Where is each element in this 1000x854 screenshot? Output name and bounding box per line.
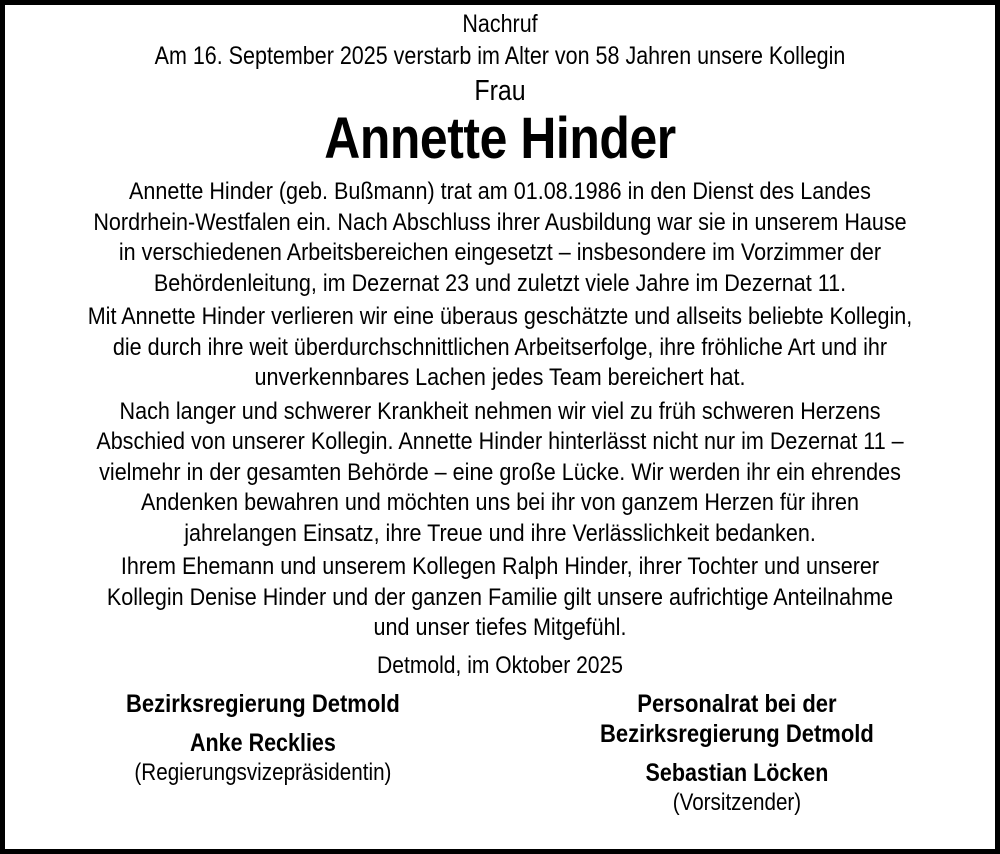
obituary-paragraph [27, 552, 973, 644]
obituary-paragraph-text: Nach langer und schwerer Krankheit nehmen wir viel zu früh schweren Herzens Abschied von unserer Kollegin. Annette Hinder hinterlässt nicht nur im Dezernat 11 – vielmehr in der gesamten Behörde – eine große Lücke. Wir werden ihr ein ehrendes Andenken bewahren und möchten uns bei ihr von ganzem Herzen für ihren jahrelangen Einsatz, ihre Treue und ihre Verlässlichkeit bedanken. [96, 397, 904, 547]
obituary-body [27, 177, 973, 644]
salutation [27, 73, 973, 109]
signature-column-authority [61, 689, 465, 788]
signature-organization-text: Personalrat bei der Bezirksregierung Detmold [600, 689, 874, 748]
signature-block [27, 689, 973, 818]
obituary-paragraph [27, 397, 973, 550]
deceased-name-text: Annette Hinder [324, 106, 676, 171]
signature-organization-text: Bezirksregierung Detmold [126, 689, 400, 718]
signature-role [535, 788, 939, 818]
obituary-paragraph-text: Annette Hinder (geb. Bußmann) trat am 01.08.1986 in den Dienst des Landes Nordrhein-Westfalen ein. Nach Abschluss ihrer Ausbildung war sie in unserem Hause in verschiedenen Arbeitsbereichen eingesetzt – insbesondere im Vorzimmer der Behördenleitung, im Dezernat 23 und zuletzt viele Jahre im Dezernat 11. [93, 178, 907, 297]
notice-kicker [27, 9, 973, 39]
signature-person-text: Anke Recklies [190, 728, 336, 757]
signature-person [61, 728, 465, 758]
signature-role-text: (Regierungsvizepräsidentin) [134, 758, 392, 786]
signature-role-text: (Vorsitzender) [672, 788, 802, 816]
signature-person-text: Sebastian Löcken [645, 758, 829, 787]
obituary-paragraph [27, 302, 973, 394]
signature-column-works-council [535, 689, 939, 818]
signature-organization [535, 689, 939, 749]
deceased-name [27, 107, 973, 171]
obituary-paragraph-text: Mit Annette Hinder verlieren wir eine überaus geschätzte und allseits beliebte Kollegin, die durch ihre weit überdurchschnittlichen Arbeitserfolge, ihre fröhliche Art und ihr unverkennbares Lachen jedes Team bereichert hat. [87, 303, 913, 391]
notice-kicker-text: Nachruf [462, 10, 538, 38]
signature-organization [61, 689, 465, 719]
obituary-paragraph-text: Ihrem Ehemann und unserem Kollegen Ralph Hinder, ihrer Tochter und unserer Kollegin Denise Hinder und der ganzen Familie gilt unsere aufrichtige Anteilnahme und unser tiefes Mitgefühl. [106, 553, 894, 641]
place-and-date-text: Detmold, im Oktober 2025 [377, 651, 623, 679]
place-and-date [27, 649, 973, 682]
death-announcement-line [27, 39, 973, 73]
signature-role [61, 758, 465, 788]
obituary-paragraph [27, 177, 973, 299]
signature-person [535, 758, 939, 788]
salutation-text: Frau [474, 75, 526, 107]
death-announcement-text: Am 16. September 2025 verstarb im Alter von 58 Jahren unsere Kollegin [154, 42, 846, 70]
